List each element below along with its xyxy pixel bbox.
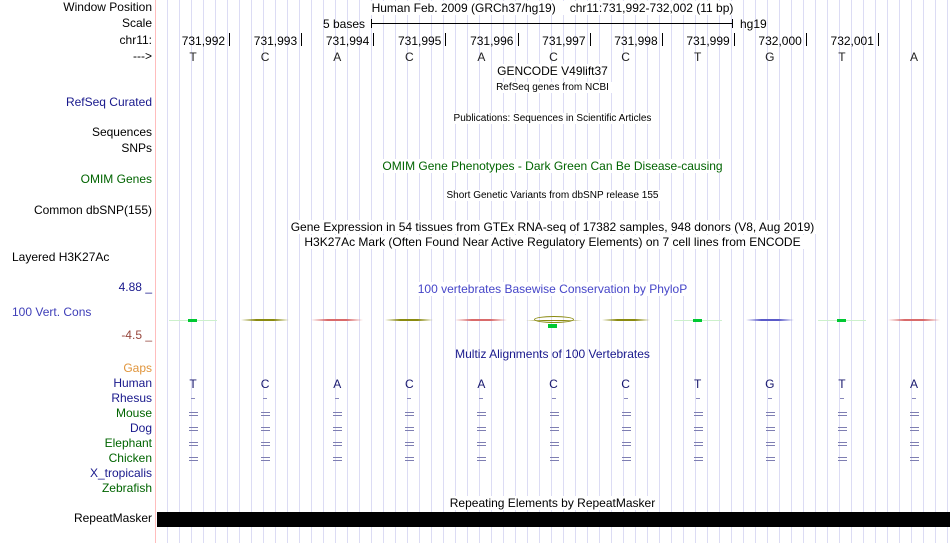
ruler-tick [734,33,735,46]
track-label-omim-genes[interactable]: OMIM Genes [80,172,152,186]
align-base: C [404,377,414,391]
ruler-position-label: 731,992 [181,34,226,48]
scale-row-label: Scale [121,16,152,30]
ruler-position-label: 731,995 [397,34,442,48]
align-double-dash [261,457,270,458]
align-double-dash [261,460,270,461]
align-double-dash [333,445,342,446]
track-title-refseq[interactable]: RefSeq genes from NCBI [157,81,948,94]
align-double-dash [622,430,631,431]
align-double-dash [189,445,198,446]
sequence-base: T [189,50,197,64]
track-title-h3k27ac[interactable]: H3K27Ac Mark (Often Found Near Active Regulatory Elements) on 7 cell lines from ENCODE [157,236,948,249]
cons-mark-lens [534,316,574,323]
align-double-dash [694,412,703,413]
align-double-dash [477,442,486,443]
align-double-dash [838,430,847,431]
align-double-dash [910,412,919,413]
align-double-dash [766,442,775,443]
ruler-position-label: 731,999 [686,34,730,48]
align-double-dash [333,427,342,428]
sequence-base: A [477,50,486,64]
align-base: C [621,377,630,391]
align-double-dash [189,430,198,431]
sequence-base: C [549,50,558,64]
align-double-dash [766,412,775,413]
track-label-sequences[interactable]: Sequences [91,125,152,139]
track-title-gencode[interactable]: GENCODE V49lift37 [157,65,948,78]
align-base: T [694,377,702,391]
align-double-dash [477,412,486,413]
genome-label: hg19 [740,17,767,31]
align-double-dash [550,430,559,431]
align-double-dash [550,442,559,443]
align-double-dash [766,445,775,446]
sequence-base: T [694,50,702,64]
sequence-base: A [333,50,342,64]
align-gap-dash [407,398,411,399]
conservation-min-value: -4.5 _ [121,328,152,342]
strand-arrow: ---> [133,49,152,63]
cons-mark-olive [602,319,650,321]
align-double-dash [477,415,486,416]
align-double-dash [261,442,270,443]
align-gap-dash [191,398,195,399]
align-double-dash [333,412,342,413]
species-label-human[interactable]: Human [113,376,152,390]
align-double-dash [333,460,342,461]
ruler-position-label: 732,000 [758,34,802,48]
align-double-dash [766,457,775,458]
align-double-dash [910,442,919,443]
align-double-dash [910,427,919,428]
align-double-dash [189,427,198,428]
align-gap-dash [912,398,916,399]
ruler-position-label: 731,993 [253,34,298,48]
track-label-refseq-curated[interactable]: RefSeq Curated [65,95,152,109]
align-double-dash [622,457,631,458]
track-left-edge-line [155,0,156,543]
align-double-dash [910,445,919,446]
cons-mark-olive [385,319,433,321]
align-double-dash [550,412,559,413]
align-double-dash [910,457,919,458]
position-titlebar [157,1,948,15]
align-double-dash [405,457,414,458]
align-double-dash [766,415,775,416]
align-double-dash [477,460,486,461]
align-double-dash [333,415,342,416]
align-base: A [909,377,918,391]
ruler-tick [301,33,302,46]
align-base: T [838,377,846,391]
track-label-gaps[interactable]: Gaps [123,361,152,375]
align-double-dash [405,430,414,431]
repeatmasker-bar[interactable] [157,512,950,527]
align-base: A [477,377,486,391]
ruler-tick [445,33,446,46]
align-gap-dash [624,398,628,399]
align-double-dash [694,445,703,446]
align-double-dash [405,442,414,443]
align-double-dash [189,415,198,416]
ruler-position-label: 732,001 [830,34,874,48]
align-double-dash [405,412,414,413]
align-double-dash [838,445,847,446]
align-double-dash [622,445,631,446]
align-double-dash [333,457,342,458]
align-base: A [333,377,342,391]
align-double-dash [694,427,703,428]
align-double-dash [189,457,198,458]
ruler-tick [518,33,519,46]
cons-mark-negative [311,319,363,321]
cons-mark-olive [241,319,289,321]
scale-value: 5 bases [322,17,365,31]
track-label-snps[interactable]: SNPs [121,141,152,155]
cons-mark-blue [746,319,794,321]
align-double-dash [550,460,559,461]
align-double-dash [189,412,198,413]
align-base: C [549,377,558,391]
track-title-repeatmasker[interactable]: Repeating Elements by RepeatMasker [157,497,948,510]
align-double-dash [333,442,342,443]
align-double-dash [405,427,414,428]
align-double-dash [622,442,631,443]
track-title-publications[interactable]: Publications: Sequences in Scientific Articles [157,112,948,125]
align-base: T [189,377,197,391]
align-double-dash [910,415,919,416]
species-label-mouse[interactable]: Mouse [115,406,152,420]
cons-mark-negative [888,319,940,321]
align-double-dash [838,460,847,461]
align-double-dash [405,415,414,416]
ruler-tick [590,33,591,46]
align-double-dash [838,457,847,458]
align-double-dash [766,460,775,461]
align-double-dash [333,430,342,431]
align-double-dash [477,457,486,458]
sequence-base: G [765,50,775,64]
align-double-dash [405,445,414,446]
align-gap-dash [479,398,483,399]
align-double-dash [550,427,559,428]
align-gap-dash [552,398,556,399]
align-double-dash [477,430,486,431]
align-double-dash [405,460,414,461]
sequence-base: C [260,50,270,64]
ruler-position-label: 731,994 [325,34,370,48]
conservation-max-value: 4.88 _ [118,280,152,294]
align-double-dash [838,442,847,443]
align-double-dash [766,430,775,431]
align-gap-dash [768,398,772,399]
align-double-dash [910,460,919,461]
track-title-multiz[interactable]: Multiz Alignments of 100 Vertebrates [455,347,650,361]
chrom-label: chr11: [119,33,152,47]
align-double-dash [838,427,847,428]
track-title-omim[interactable]: OMIM Gene Phenotypes - Dark Green Can Be Disease-causing [157,160,948,173]
sequence-base: A [909,50,918,64]
align-double-dash [622,415,631,416]
align-double-dash [261,430,270,431]
ruler-position-label: 731,996 [470,34,514,48]
species-label-x_tropicalis[interactable]: X_tropicalis [89,466,152,480]
track-label-layered-h3k27ac[interactable]: Layered H3K27Ac [12,250,110,264]
align-double-dash [694,460,703,461]
ruler-position-label: 731,997 [542,34,586,48]
align-double-dash [838,415,847,416]
cons-mark-green [693,319,702,322]
align-double-dash [189,460,198,461]
species-label-elephant[interactable]: Elephant [104,436,152,450]
align-double-dash [477,427,486,428]
align-base: G [765,377,775,391]
track-title-dbsnp[interactable]: Short Genetic Variants from dbSNP release 155 [157,189,948,202]
align-double-dash [261,412,270,413]
align-double-dash [550,457,559,458]
ruler-tick [878,33,879,46]
align-double-dash [550,445,559,446]
ruler-position-label: 731,998 [614,34,658,48]
align-double-dash [622,427,631,428]
align-double-dash [694,415,703,416]
window-position-label: Window Position [63,0,152,14]
align-double-dash [261,427,270,428]
species-label-chicken[interactable]: Chicken [108,451,152,465]
align-double-dash [622,412,631,413]
align-double-dash [838,412,847,413]
align-double-dash [694,442,703,443]
align-double-dash [622,460,631,461]
cons-mark-green-box [548,324,557,328]
track-label-100-vert-cons[interactable]: 100 Vert. Cons [12,305,92,319]
align-gap-dash [696,398,700,399]
align-base: C [260,377,270,391]
track-title-gtex[interactable]: Gene Expression in 54 tissues from GTEx RNA-seq of 17382 samples, 948 donors (V8, Aug 2019) [157,221,948,234]
cons-mark-green [188,319,197,322]
align-gap-dash [840,398,844,399]
align-double-dash [261,445,270,446]
align-double-dash [550,415,559,416]
cons-mark-negative [455,319,507,321]
align-gap-dash [263,398,267,399]
scale-bar [371,19,733,28]
align-double-dash [694,430,703,431]
sequence-base: C [621,50,630,64]
ruler-tick [662,33,663,46]
sequence-base: T [838,50,846,64]
species-label-rhesus[interactable]: Rhesus [111,391,152,405]
ruler-tick [373,33,374,46]
track-title-phylop[interactable]: 100 vertebrates Basewise Conservation by PhyloP [157,283,948,296]
align-gap-dash [335,398,339,399]
ruler-tick [806,33,807,46]
cons-mark-green [837,319,846,322]
align-double-dash [261,415,270,416]
align-double-dash [477,445,486,446]
assembly-title: Human Feb. 2009 (GRCh37/hg19) [365,1,563,15]
ruler-tick [229,33,230,46]
align-double-dash [694,457,703,458]
align-double-dash [910,430,919,431]
track-label-repeatmasker[interactable]: RepeatMasker [73,511,152,525]
sequence-base: C [404,50,414,64]
align-double-dash [189,442,198,443]
species-label-zebrafish[interactable]: Zebrafish [101,481,152,495]
track-label-common-dbsnp[interactable]: Common dbSNP(155) [33,203,152,217]
species-label-dog[interactable]: Dog [129,421,152,435]
align-double-dash [766,427,775,428]
position-title: chr11:731,992-732,002 (11 bp) [563,1,741,15]
